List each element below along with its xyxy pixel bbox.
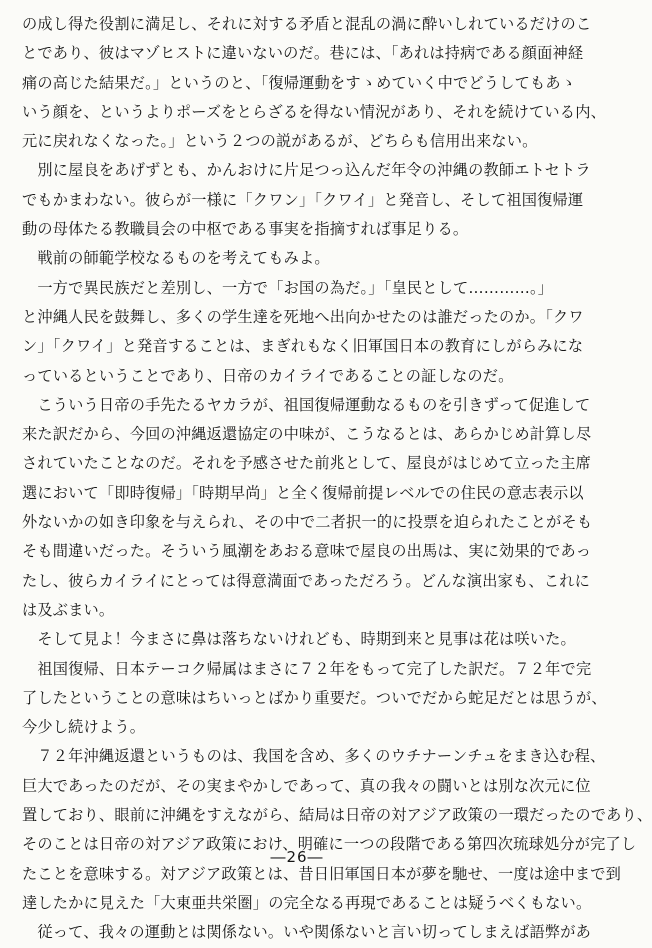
text-line: 置しており、眼前に沖縄をすえながら、結局は日帝の対アジア政策の一環だったのであり、 — [22, 806, 652, 825]
text-line: の成し得た役割に満足し、それに対する矛盾と混乱の渦に酔いしれているだけのこ — [22, 15, 592, 33]
text-line: 元に戻れなくなった。」という２つの説があるが、どちらも信用出来ない。 — [22, 132, 538, 151]
text-line: 別に屋良をあげずとも、かんおけに片足つっ込んだ年令の沖縄の教師エトセトラ — [22, 161, 591, 180]
text-line: 来た訳だから、今回の沖縄返還協定の中味が、こうなるとは、あらかじめ計算し尽 — [22, 425, 592, 444]
text-line: 戦前の師範学校なるものを考えてもみよ。 — [22, 249, 330, 268]
page-number: ―26― — [270, 848, 324, 866]
text-line: と沖縄人民を鼓舞し、多くの学生達を死地へ出向かせたのは誰だったのか。「クワ — [22, 307, 584, 326]
text-line: 従って、我々の運動とは関係ない。いや関係ないと言い切ってしまえば語弊があ — [22, 923, 592, 942]
text-line: 巨大であったのだが、その実まやかしであって、真の我々の闘いとは別な次元に位 — [22, 776, 591, 795]
text-line: 外ないかの如き印象を与えられ、その中で二者択一的に投票を迫られたことがそも — [22, 513, 593, 532]
text-line: ７２年沖縄返還というものは、我国を含め、多くのウチナーンチュをまき込む程、 — [22, 747, 606, 766]
text-line: 祖国復帰、日本テーコク帰属はまさに７２年をもって完了した訳だ。７２年で完 — [22, 659, 592, 678]
text-line: たし、彼らカイライにとっては得意満面であっただろう。どんな演出家も、これに — [22, 571, 590, 590]
text-line: 今少し続けよう。 — [22, 718, 146, 737]
text-line: そのことは日帝の対アジア政策におけ、明確に一つの段階である第四次琉球処分が完了し — [22, 835, 637, 854]
text-line: は及ぶまい。 — [22, 600, 115, 619]
text-line: 動の母体たる教職員会の中枢である事実を指摘すれば事足りる。 — [22, 220, 469, 239]
body-text — [22, 10, 652, 948]
text-line: でもかまわない。彼らが一様に「クワン」「クワイ」と発音し、そして祖国復帰運 — [22, 190, 584, 209]
text-line: ン」「クワイ」と発音することは、まぎれもなく旧軍国日本の教育にしがらみにな — [22, 337, 584, 356]
text-line: っているということであり、日帝のカイライであることの証しなのだ。 — [22, 366, 514, 385]
text-line: 了したということの意味はちいっとばかり重要だ。ついでだから蛇足だとは思うが、 — [22, 688, 607, 707]
text-line: されていたことなのだ。それを予感させた前兆として、屋良がはじめて立った主席 — [22, 454, 592, 473]
text-line: そして見よ！今まさに鼻は落ちないけれども、時期到来と見事は花は咲いた。 — [22, 630, 576, 649]
text-line: たことを意味する。対アジア政策とは、昔日旧軍国日本が夢を馳せ、一度は途中まで到 — [22, 864, 622, 883]
text-line: 一方で異民族だと差別し、一方で「お国の為だ。」「皇民として…………。」 — [22, 278, 554, 297]
text-line: そも間違いだった。そういう風潮をあおる意味で屋良の出馬は、実に効果的であっ — [22, 542, 592, 561]
text-line: こういう日帝の手先たるヤカラが、祖国復帰運動なるものを引きずって促進して — [22, 395, 591, 414]
text-line: 選において「即時復帰」「時期早尚」と全く復帰前提レベルでの住民の意志表示以 — [22, 483, 584, 502]
text-line: 達したかに見えた「大東亜共栄圏」の完全なる再現であることは疑うべくもない。 — [22, 893, 592, 912]
text-line: 痛の高じた結果だ。」というのと、「復帰運動をすゝめていく中でどうしてもあゝ — [22, 73, 577, 92]
text-line: とであり、彼はマゾヒストに違いないのだ。巷には、「あれは持病である顔面神経 — [22, 44, 584, 63]
text-line: いう顔を、というよりポーズをとらざるを得ない情況があり、それを続けている内、 — [22, 102, 606, 121]
